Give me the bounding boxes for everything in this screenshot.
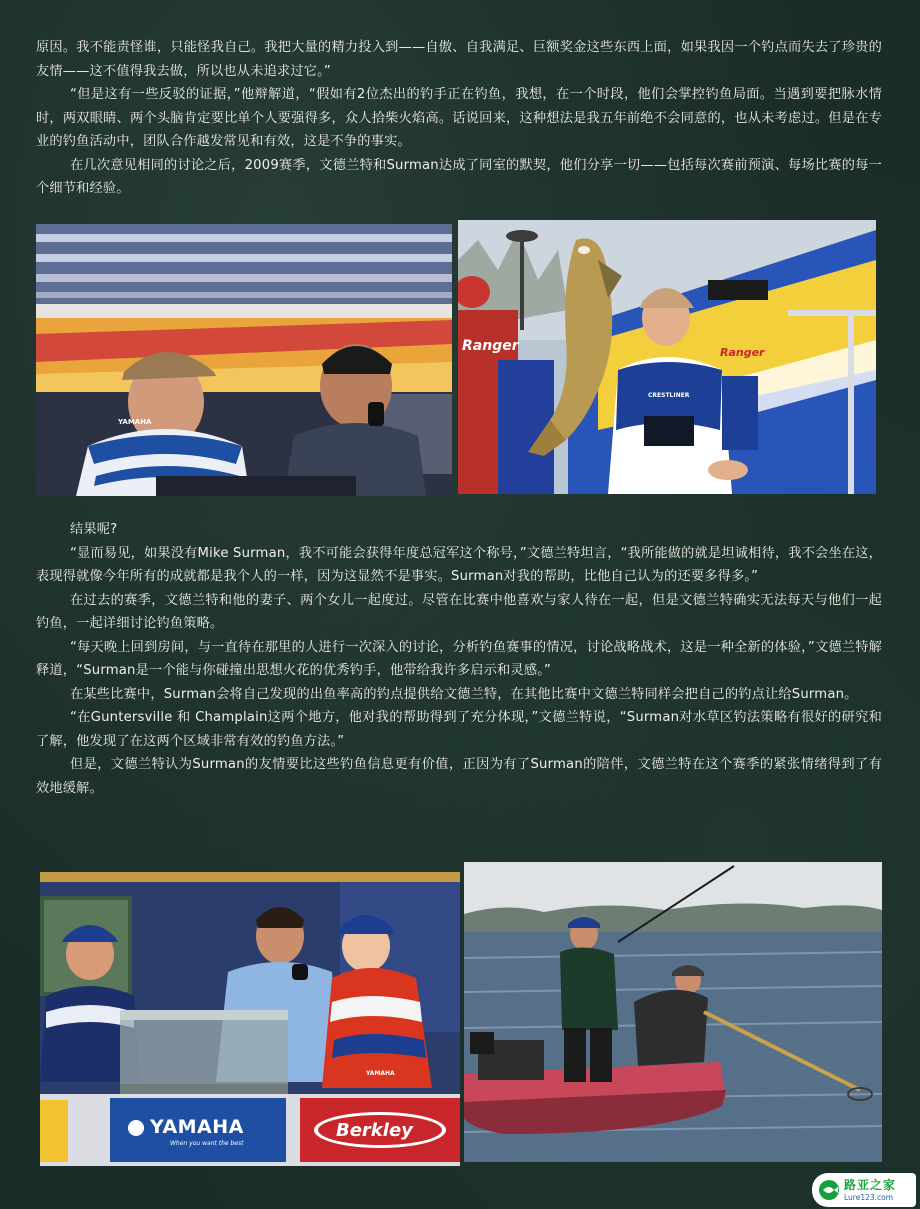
photo-weigh-in-stage-image (40, 872, 460, 1166)
photo-boat-fishing-image (464, 862, 882, 1162)
paragraph: “显而易见，如果没有Mike Surman，我不可能会获得年度总冠军这个称号，”文德兰特坦言，“我所能做的就是坦诚相待，我不会坐在这，表现得就像今年所有的成就都是我个人的一样，因为这显然不是事实。Surman对我的帮助，比他自己认为的还要多得多。” (36, 545, 882, 584)
shirt-logo-text: CRESTLINER (648, 392, 690, 399)
shirt-logo-text: YAMAHA (118, 418, 152, 426)
paragraph: 但是，文德兰特认为Surman的友情要比这些钓鱼信息更有价值，正因为有了Surman的陪伴，文德兰特在这个赛季的紧张情绪得到了有效地缓解。 (36, 757, 882, 796)
photo-anglers-interview-image (36, 224, 452, 496)
paragraph: “在Guntersville 和 Champlain这两个地方，他对我的帮助得到了充分体现，”文德兰特说，“Surman对水草区钓法策略有很好的研究和了解，他发现了在这两个区域非常有效的钓鱼方法。” (36, 710, 882, 749)
paragraph: 在某些比赛中，Surman会将自己发现的出鱼率高的钓点提供给文德兰特，在其他比赛中文德兰特同样会把自己的钓点让给Surman。 (70, 686, 858, 702)
paragraph: 结果呢? (70, 522, 118, 537)
photo-anglers-interview (36, 224, 452, 496)
paragraph: 在过去的赛季，文德兰特和他的妻子、两个女儿一起度过。尽管在比赛中他喜欢与家人待在一起，但是文德兰特确实无法每天与他们一起钓鱼，一起详细讨论钓鱼策略。 (36, 592, 882, 631)
yamaha-sign-text: YAMAHA (150, 1116, 244, 1138)
photo-angler-holding-fish (458, 220, 876, 494)
fish-logo-icon (818, 1179, 840, 1201)
paragraph: 在几次意见相同的讨论之后，2009赛季，文德兰特和Surman达成了同室的默契，他们分享一切——包括每次赛前预演、每场比赛的每一个细节和经验。 (36, 157, 882, 196)
banner-ranger-text: Ranger (720, 346, 765, 359)
cap-ranger-text: Ranger (462, 338, 519, 354)
shirt-logo-text: YAMAHA (366, 1070, 395, 1077)
watermark-name: 路亚之家 (844, 1177, 897, 1192)
paragraph: “但是这有一些反驳的证据，”他辩解道，“假如有2位杰出的钓手正在钓鱼，我想，在一个时段，他们会掌控钓鱼局面。当遇到要把脉水情时，两双眼睛、两个头脑肯定要比单个人要强得多，众人拾柴火焰高。话说回来，这种想法是我五年前绝不会同意的，也从未考虑过。但是在专业的钓鱼活动中，团队合作越发常见和有效，这是不争的事实。 (36, 87, 882, 149)
top-text-block (36, 36, 882, 201)
site-watermark (812, 1173, 916, 1207)
paragraph: “每天晚上回到房间，与一直待在那里的人进行一次深入的讨论，分析钓鱼赛事的情况，讨论战略战术，这是一种全新的体验，”文德兰特解释道，“Surman是一个能与你碰撞出思想火花的优秀钓手，他带给我许多启示和灵感。” (36, 639, 882, 678)
photo-weigh-in-stage (40, 872, 460, 1166)
photo-boat-fishing (464, 862, 882, 1162)
paragraph: 原因。我不能责怪谁，只能怪我自己。我把大量的精力投入到——自傲、自我满足、巨额奖金这些东西上面，如果我因一个钓点而失去了珍贵的友情——这不值得我去做，所以也从未追求过它。” (36, 40, 882, 79)
berkley-sign-text: Berkley (336, 1120, 413, 1141)
middle-text-block (36, 518, 882, 800)
photo-angler-holding-fish-image (458, 220, 876, 494)
watermark-url: Lure123.com (844, 1192, 894, 1202)
yamaha-sign-tagline: When you want the best (170, 1140, 244, 1147)
